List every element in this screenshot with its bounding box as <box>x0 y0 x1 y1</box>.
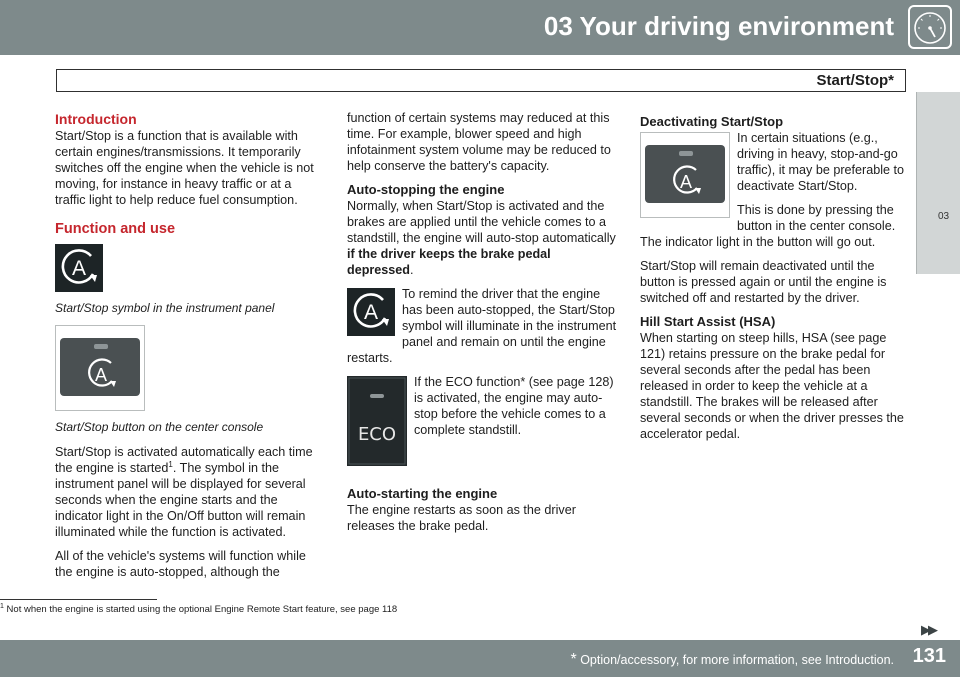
start-stop-button-image <box>55 325 145 411</box>
systems-continued-paragraph: function of certain systems may reduced at this time. For example, blower speed and high infotainment system volume may be reduced to help conserve the battery's capacity. <box>347 111 611 173</box>
center-console-caption: Start/Stop button on the center console <box>55 420 264 434</box>
column-2 <box>347 110 617 542</box>
auto-starting-paragraph: The engine restarts as soon as the driver releases the brake pedal. <box>347 503 576 533</box>
page-number: 131 <box>912 645 946 667</box>
footnote-text: Not when the engine is started using the optional Engine Remote Start feature, see page 118 <box>6 604 398 615</box>
section-title: Start/Stop* <box>816 72 894 89</box>
chapter-header <box>0 0 960 55</box>
svg-text:A: A <box>679 172 693 192</box>
column-3 <box>640 110 910 450</box>
deactivating-paragraph-3: Start/Stop will remain deactivated until the button is pressed again or until the engine is switched off and restarted by the driver. <box>640 259 887 305</box>
chapter-title: 03 Your driving environment <box>543 11 894 41</box>
footnote <box>0 604 397 615</box>
start-stop-symbol-small-icon <box>347 288 395 336</box>
svg-text:A: A <box>363 301 379 324</box>
introduction-text: Start/Stop is a function that is available with certain engines/transmissions. It temporarily switches off the engine when the vehicle is not moving, for instance in heavy traffic or at a traffic light to help reduce fuel consumption. <box>55 129 314 207</box>
hsa-paragraph: When starting on steep hills, HSA (see page 121) retains pressure on the brake pedal for several seconds after the pedal has been released in order to keep the vehicle at a standstill. The brakes will be released after several seconds or when the driver presses the accelerator pedal. <box>640 331 904 441</box>
auto-stopping-heading: Auto-stopping the engine <box>347 182 505 197</box>
reminder-paragraph: To remind the driver that the engine has been auto-stopped, the Start/Stop symbol will illuminate in the instrument panel and remain on until the engine restarts. <box>347 287 617 365</box>
eco-paragraph: If the ECO function* (see page 128) is activated, the engine may auto-stop before the vehicle comes to a complete standstill. <box>414 375 614 437</box>
footer-star: * <box>570 651 577 668</box>
eco-button-image <box>347 376 407 466</box>
auto-starting-heading: Auto-starting the engine <box>347 486 498 501</box>
hsa-heading: Hill Start Assist (HSA) <box>640 314 776 329</box>
continue-arrows-icon: ▶▶ <box>921 622 935 637</box>
function-and-use-heading: Function and use <box>55 221 176 237</box>
eco-label: ECO <box>357 424 397 445</box>
section-title-box <box>56 69 906 92</box>
deactivating-heading: Deactivating Start/Stop <box>640 114 784 129</box>
deactivating-paragraph-1: In certain situations (e.g., driving in heavy, stop-and-go traffic), it may be preferable to deactivate Start/Stop. <box>737 131 905 193</box>
activation-text-start: Start/Stop is activated automatically each time the engine is started <box>55 445 313 475</box>
footnote-marker: 1 <box>0 602 4 610</box>
auto-stopping-text: Normally, when Start/Stop is activated and the brakes are applied until the vehicle comes to a standstill, the engine will auto-stop automatically <box>347 199 616 245</box>
chapter-side-tab <box>916 92 960 274</box>
start-stop-symbol-icon <box>55 244 103 292</box>
footnote-reference: 1 <box>168 459 173 469</box>
auto-stopping-bold-text: if the driver keeps the brake pedal depressed <box>347 247 551 277</box>
instrument-panel-caption: Start/Stop symbol in the instrument panel <box>55 301 275 315</box>
introduction-heading: Introduction <box>55 111 137 127</box>
auto-stopping-end: . <box>410 263 414 277</box>
systems-paragraph: All of the vehicle's systems will function while the engine is auto-stopped, although the <box>55 549 306 579</box>
activation-text-end: . The symbol in the instrument panel will be displayed for several seconds when the engine starts and the indicator light in the On/Off button will remain illuminated while the function is activated. <box>55 461 306 539</box>
footnote-divider <box>0 599 157 600</box>
activation-paragraph <box>55 444 325 540</box>
footer-note-text: Option/accessory, for more information, see Introduction. <box>580 653 894 667</box>
column-1 <box>55 110 325 580</box>
page-footer <box>0 640 960 677</box>
start-stop-button-small-image <box>640 132 730 218</box>
footer-note <box>570 651 894 669</box>
svg-text:A: A <box>94 365 108 385</box>
svg-text:A: A <box>71 257 87 280</box>
speedometer-icon <box>908 5 952 49</box>
deactivating-paragraph-2: This is done by pressing the button in the center console. The indicator light in the button will go out. <box>640 203 896 249</box>
auto-stopping-paragraph <box>347 198 617 278</box>
chapter-side-tab-label: 03 <box>938 211 950 222</box>
